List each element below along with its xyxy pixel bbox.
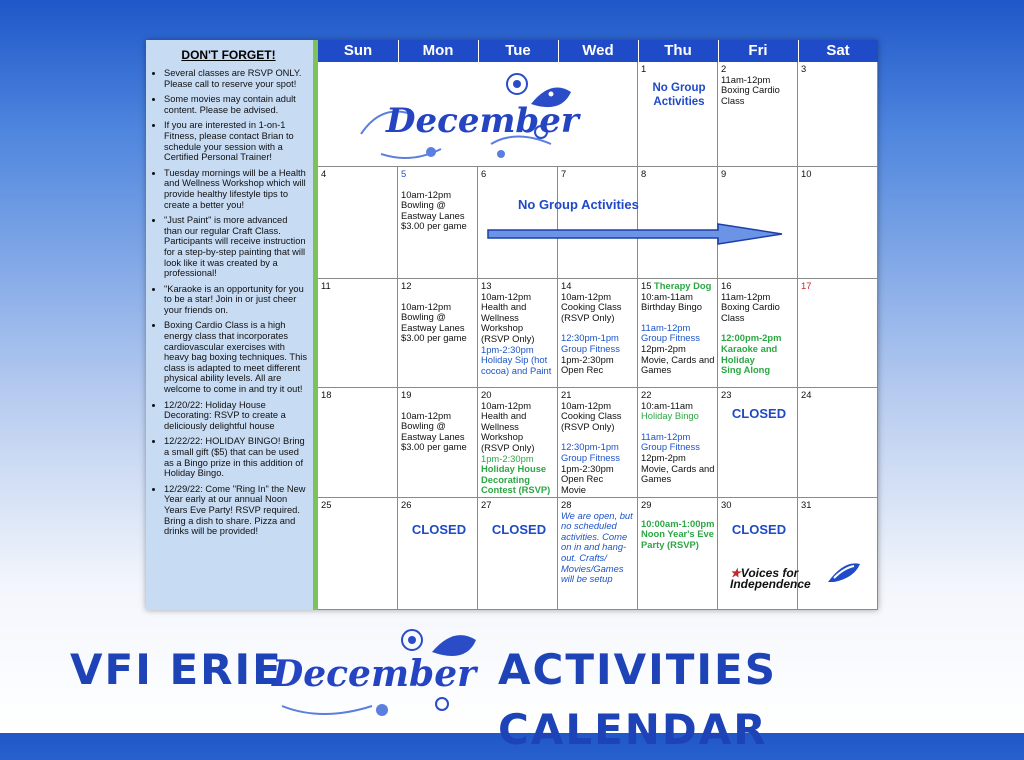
day-cell-15: 15 Therapy Dog 10:am-11am Birthday Bingo 11am-12pm Group Fitness 12pm-2pm Movie, Cards and Games: [638, 279, 718, 388]
svg-text:December: December: [272, 653, 477, 695]
day-cell-1: 1 No Group Activities: [638, 62, 718, 167]
day-cell-9: 9: [718, 167, 798, 279]
december-banner-artwork: [262, 618, 484, 726]
december-art-cell: [318, 62, 638, 167]
day-thu: Thu: [664, 42, 692, 59]
day-cell-26: 26 CLOSED: [398, 498, 478, 610]
day-cell-30: 30 CLOSED: [718, 498, 798, 610]
banner-right-text: ACTIVITIES CALENDAR: [498, 645, 777, 754]
day-cell-31: 31: [798, 498, 878, 610]
day-cell-20: 20 10am-12pm Health and Wellness Workshop (RSVP Only) 1pm-2:30pm Holiday House Decorating Contest (RSVP): [478, 388, 558, 498]
day-cell-7: 7: [558, 167, 638, 279]
day-cell-29: 29 10:00am-1:00pm Noon Year's Eve Party (RSVP): [638, 498, 718, 610]
day-cell-6: 6: [478, 167, 558, 279]
day-mon: Mon: [422, 42, 454, 59]
day-cell-27: 27 CLOSED: [478, 498, 558, 610]
closed-label: CLOSED: [731, 405, 787, 421]
star-icon: ★: [730, 566, 741, 580]
day-cell-25: 25: [318, 498, 398, 610]
arrow-right-icon: [486, 222, 786, 246]
reminder-item: • 12/22/22: HOLIDAY BINGO! Bring a small gift ($5) that can be used as a Bingo prize in this addition of Holiday Bingo.: [164, 436, 307, 478]
day-cell-22: 22 10:am-11am Holiday Bingo 11am-12pm Group Fitness 12pm-2pm Movie, Cards and Games: [638, 388, 718, 498]
day-cell-10: 10: [798, 167, 878, 279]
day-cell-18: 18: [318, 388, 398, 498]
reminder-list: [150, 68, 307, 537]
reminder-item: • 12/20/22: Holiday House Decorating: RSVP to create a deliciously delightful house: [164, 400, 307, 432]
voices-for-independence-logo: ★Voices for Independence: [730, 566, 811, 591]
day-cell-17: 17: [798, 279, 878, 388]
no-group-activities-banner: No Group Activities: [518, 197, 639, 212]
reminder-item: • Tuesday mornings will be a Health and Wellness Workshop which will provide healthy lifestyle tips to create a better you!: [164, 168, 307, 210]
banner-left-text: VFI ERIE: [70, 645, 283, 694]
calendar-sheet: [146, 40, 878, 610]
day-cell-23: 23 CLOSED: [718, 388, 798, 498]
day-cell-14: 14 10am-12pm Cooking Class (RSVP Only) 12:30pm-1pm Group Fitness 1pm-2:30pm Open Rec: [558, 279, 638, 388]
day-cell-19: 19 10am-12pm Bowling @ Eastway Lanes $3.00 per game: [398, 388, 478, 498]
day-cell-12: 12 10am-12pm Bowling @ Eastway Lanes $3.00 per game: [398, 279, 478, 388]
reminder-item: • Boxing Cardio Class is a high energy class that incorporates cardiovascular exercises with heavy bag boxing techniques. This class is adapted to meet different physical ability levels. All are welcome to come in and try it out!: [164, 320, 307, 394]
day-sat: Sat: [826, 42, 850, 59]
dont-forget-sidebar: [146, 40, 318, 610]
day-cell-16: 16 11am-12pm Boxing Cardio Class 12:00pm-2pm Karaoke and Holiday Sing Along: [718, 279, 798, 388]
vfi-swoosh-icon: [826, 560, 862, 586]
day-fri: Fri: [748, 42, 768, 59]
day-cell-3: 3: [798, 62, 878, 167]
day-wed: Wed: [582, 42, 614, 59]
month-word: December: [386, 101, 579, 141]
closed-label: CLOSED: [731, 521, 787, 537]
day-cell-24: 24: [798, 388, 878, 498]
december-artwork: [321, 64, 638, 167]
no-group-activities-label: No Group Activities: [652, 81, 706, 108]
day-cell-5: 5 10am-12pm Bowling @ Eastway Lanes $3.00 per game: [398, 167, 478, 279]
day-cell-2: 2 11am-12pm Boxing Cardio Class: [718, 62, 798, 167]
reminder-item: • 12/29/22: Come "Ring In" the New Year early at our annual Noon Years Eve Party! RSVP required. Bring a dish to share. Pizza and drinks will be provided!: [164, 484, 307, 537]
day-cell-21: 21 10am-12pm Cooking Class (RSVP Only) 12:30pm-1pm Group Fitness 1pm-2:30pm Open Rec Movie: [558, 388, 638, 498]
weekday-header: [318, 40, 878, 62]
therapy-dog-tag: Therapy Dog: [654, 280, 712, 291]
day-tue: Tue: [505, 42, 531, 59]
day-cell-28: 28 We are open, but no scheduled activities. Come on in and hang- out. Crafts/ Movies/Games will be setup: [558, 498, 638, 610]
reminder-item: • Several classes are RSVP ONLY. Please call to reserve your spot!: [164, 68, 307, 89]
reminder-item: • "Karaoke is an opportunity for you to be a star! Join in or just cheer your friends on.: [164, 284, 307, 316]
reminder-item: • "Just Paint" is more advanced than our regular Craft Class. Participants will receive instruction for a step-by-step painting that will look like it was created by a professional!: [164, 215, 307, 279]
calendar-grid: [318, 40, 878, 610]
sidebar-title: DON'T FORGET!: [181, 48, 276, 62]
day-cell-8: 8: [638, 167, 718, 279]
day-cell-11: 11: [318, 279, 398, 388]
day-cell-13: 13 10am-12pm Health and Wellness Workshop (RSVP Only) 1pm-2:30pm Holiday Sip (hot cocoa) and Paint: [478, 279, 558, 388]
closed-label: CLOSED: [491, 521, 547, 537]
reminder-item: • Some movies may contain adult content. Please be advised.: [164, 94, 307, 115]
closed-label: CLOSED: [411, 521, 467, 537]
day-cell-4: 4: [318, 167, 398, 279]
day-sun: Sun: [343, 42, 373, 59]
reminder-item: • If you are interested in 1-on-1 Fitness, please contact Brian to schedule your session with a Certified Personal Trainer!: [164, 120, 307, 162]
